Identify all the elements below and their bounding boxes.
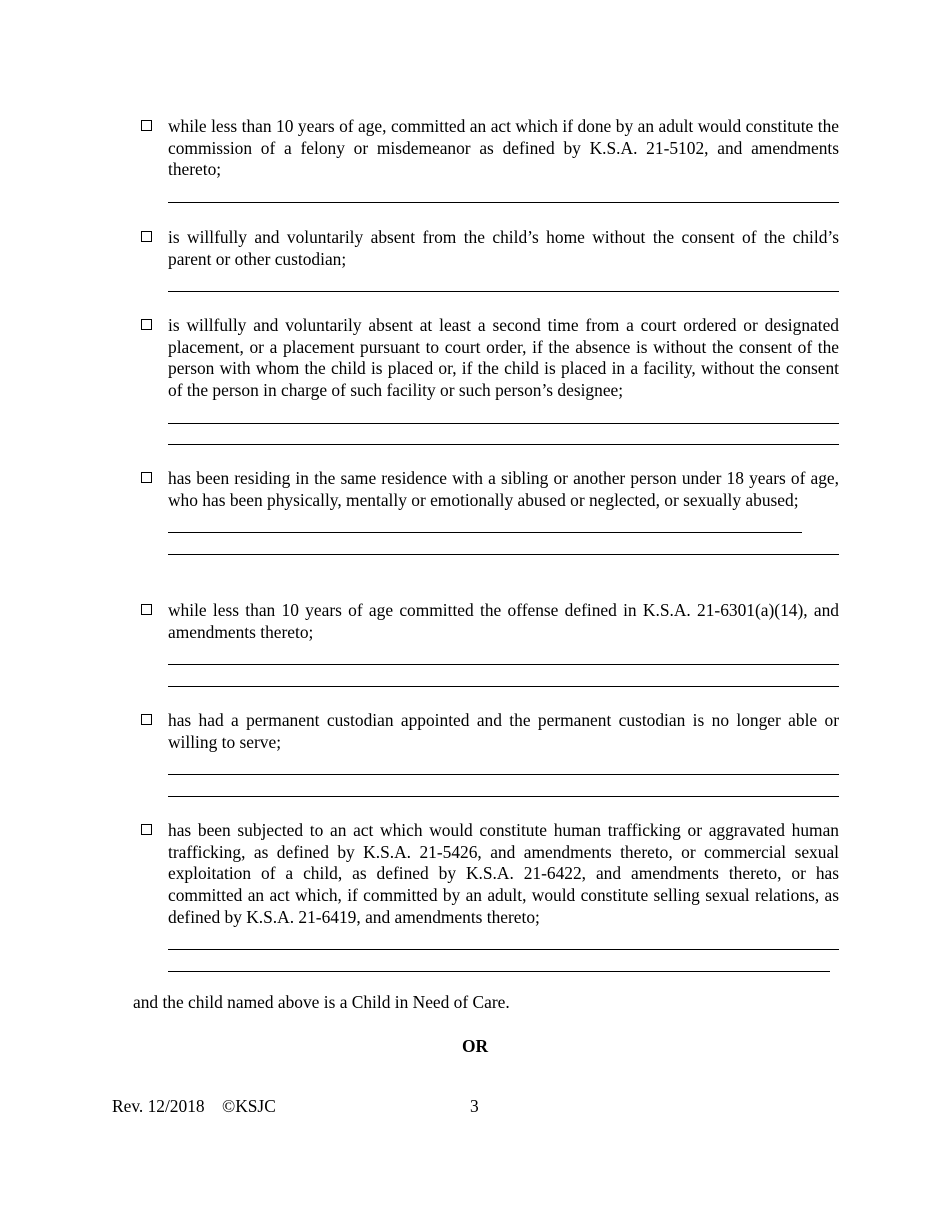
condition-item	[141, 710, 839, 797]
condition-text: has been residing in the same residence with a sibling or another person under 18 years of age, who has been physically, mentally or emotionally abused or neglected, or sexually abused;	[168, 468, 839, 510]
copyright-label: ©KSJC	[221, 1096, 276, 1116]
checkbox[interactable]	[141, 714, 152, 725]
checkbox[interactable]	[141, 824, 152, 835]
checkbox[interactable]	[141, 472, 152, 483]
blank-line[interactable]	[168, 424, 839, 446]
checkbox[interactable]	[141, 120, 152, 131]
condition-text: is willfully and voluntarily absent at least a second time from a court ordered or designated placement, or a placement pursuant to court order, if the absence is without the consent of the person with whom the child is placed or, if the child is placed in a facility, without the consent of the person in charge of such facility or such person’s designee;	[168, 315, 839, 401]
checkbox[interactable]	[141, 604, 152, 615]
condition-text: while less than 10 years of age committed the offense defined in K.S.A. 21-6301(a)(14), and amendments thereto;	[168, 600, 839, 642]
blank-line[interactable]	[168, 753, 839, 775]
revision-label: Rev. 12/2018	[112, 1096, 205, 1116]
blank-line[interactable]	[168, 929, 839, 951]
condition-text: has been subjected to an act which would constitute human trafficking or aggravated human trafficking, as defined by K.S.A. 21-5426, and amendments thereto, or commercial sexual exploitation of a child, as defined by K.S.A. 21-6422, and amendments thereto, or has committed an act which, if committed by an adult, would constitute selling sexual relations, as defined by K.S.A. 21-6419, and amendments thereto;	[168, 820, 839, 927]
condition-item	[141, 600, 839, 687]
footer-revision	[112, 1096, 276, 1117]
blank-line[interactable]	[168, 643, 839, 665]
checkbox[interactable]	[141, 319, 152, 330]
condition-item	[141, 116, 839, 203]
condition-item	[141, 315, 839, 445]
condition-text: is willfully and voluntarily absent from the child’s home without the consent of the child’s parent or other custodian;	[168, 227, 839, 269]
condition-text: while less than 10 years of age, committed an act which if done by an adult would constitute the commission of a felony or misdemeanor as defined by K.S.A. 21-5102, and amendments thereto;	[168, 116, 839, 180]
condition-text: has had a permanent custodian appointed and the permanent custodian is no longer able or willing to serve;	[168, 710, 839, 752]
blank-line[interactable]	[168, 402, 839, 424]
blank-line[interactable]	[168, 665, 839, 687]
blank-line[interactable]	[168, 181, 839, 203]
blank-line[interactable]	[168, 270, 839, 292]
blank-line[interactable]	[168, 775, 839, 797]
blank-line[interactable]	[168, 533, 839, 555]
blank-line[interactable]	[168, 511, 802, 533]
page-number: 3	[470, 1096, 479, 1116]
or-heading: OR	[461, 1036, 489, 1056]
blank-line[interactable]	[168, 950, 830, 972]
condition-item	[141, 820, 839, 972]
closing-statement: and the child named above is a Child in Need of Care.	[133, 992, 510, 1012]
checkbox[interactable]	[141, 231, 152, 242]
condition-item	[141, 468, 839, 555]
condition-item	[141, 227, 839, 292]
